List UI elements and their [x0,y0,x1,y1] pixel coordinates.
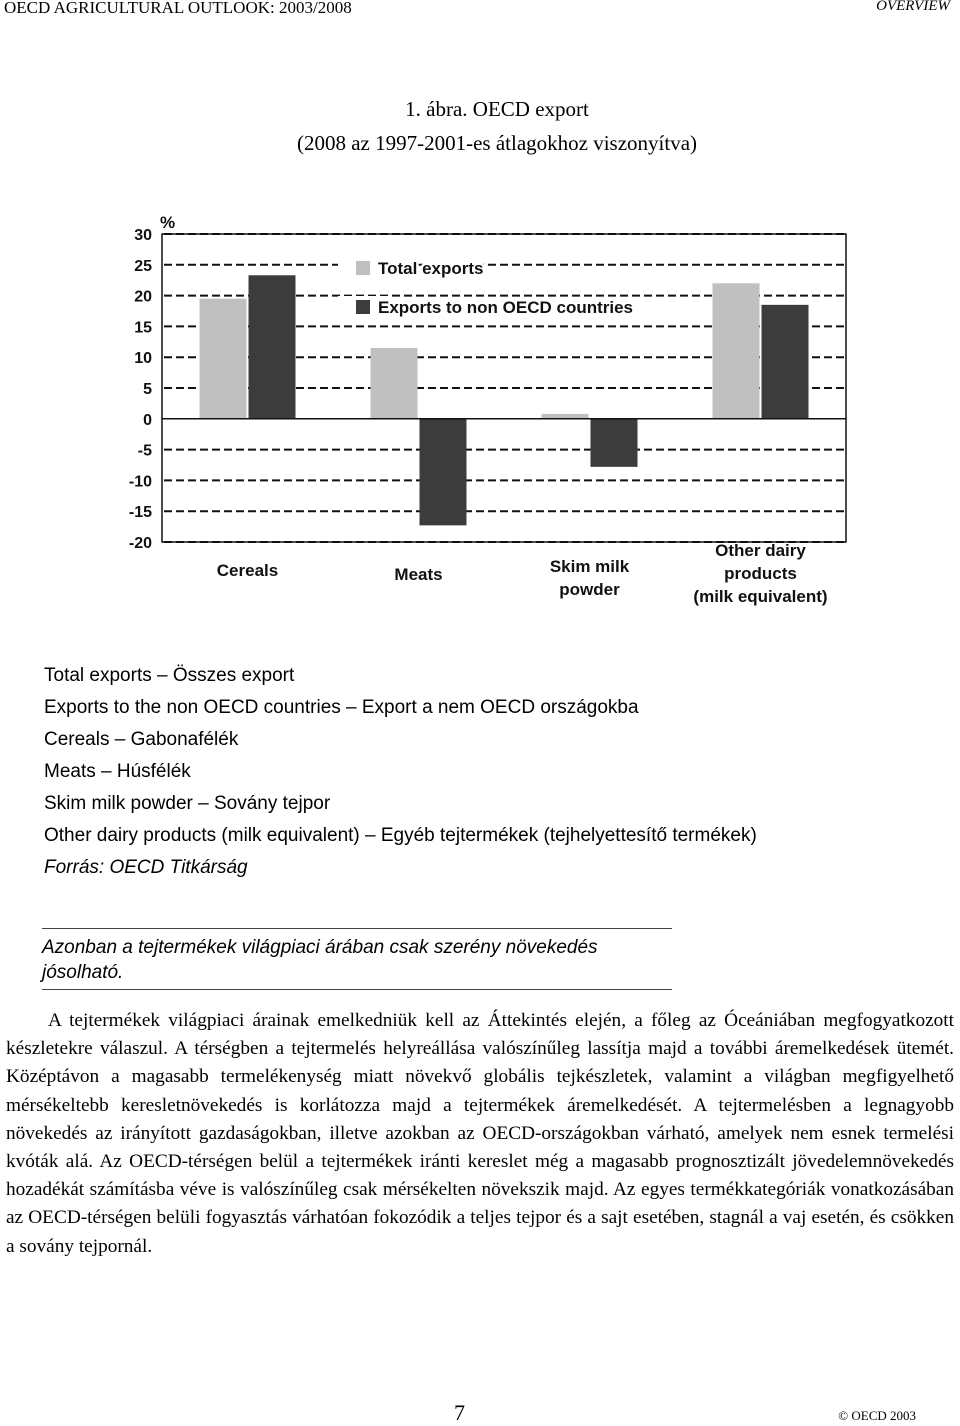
copyright: © OECD 2003 [838,1408,916,1423]
total-exports-bar [371,348,418,419]
y-tick-label: -20 [128,535,152,552]
glossary-item: Total exports – Összes export [44,665,295,686]
running-title: OECD AGRICULTURAL OUTLOOK: 2003/2008 [4,0,352,17]
legend-swatch-non-oecd [356,300,370,314]
y-tick-label: 10 [134,350,152,368]
page-number: 7 [454,1400,465,1425]
y-tick-label: 15 [134,319,152,337]
page-header [0,0,960,20]
glossary-item: Exports to the non OECD countries – Export a nem OECD országokba [44,697,639,718]
x-category-label: Meats [394,565,443,584]
x-category-label: Cereals [216,561,279,580]
pull-quote: Azonban a tejtermékek világpiaci árában csak szerény növekedés jósolható. [42,928,672,990]
non-oecd-exports-bar [420,419,467,526]
y-tick-label: -5 [137,442,152,460]
section-label: OVERVIEW [876,0,950,14]
glossary-item: Meats – Húsfélék [44,761,191,782]
y-tick-label: 25 [134,257,152,275]
y-tick-label: 0 [143,411,152,429]
non-oecd-exports-bar [249,275,296,419]
non-oecd-exports-bar [762,305,809,419]
non-oecd-exports-bar [591,419,638,467]
glossary [44,662,757,886]
x-category-label: Skim milk [549,557,630,576]
x-category-label: Other dairy [715,541,806,560]
y-tick-label: 30 [134,227,152,244]
source-note: Forrás: OECD Titkárság [44,857,248,878]
y-axis-unit: % [160,213,176,232]
glossary-item: Skim milk powder – Sovány tejpor [44,793,331,814]
legend-label: Exports to non OECD countries [378,298,634,317]
legend-label: Total exports [378,259,484,278]
x-category-label: (milk equivalent) [693,587,828,606]
figure-subtitle: (2008 az 1997-2001-es átlagokhoz viszonyítva) [296,131,698,155]
x-category-label: products [724,564,797,583]
export-bar-chart [0,190,960,630]
legend-swatch-total [356,261,370,275]
y-tick-label: -10 [128,473,152,491]
total-exports-bar [713,283,760,419]
y-tick-label: 20 [134,288,152,306]
x-category-label: powder [559,580,620,599]
y-tick-label: 5 [143,381,152,398]
figure-title: 1. ábra. OECD export [405,97,589,121]
glossary-item: Other dairy products (milk equivalent) – Egyéb tejtermékek (tejhelyettesítő termékek) [44,825,757,846]
y-tick-label: -15 [128,504,152,522]
body-paragraph: A tejtermékek világpiaci árainak emelkedniük kell az Áttekintés elején, a főleg az Óceániában megfogyatkozott készletekre válaszul. A térségben a tejtermelés helyreállása valószínűleg lassítja majd a további áremelkedések ütemét. Középtávon a magasabb termelékenység miatt növekvő globális tejkészletek, valamint a világban megfigyelhető mérsékeltebb keresletnövekedés is korlátozza majd a tejtermékek áremelkedését. A tejtermelésben a legnagyobb növekedés az irányított gazdaságokban, illetve azokban az OECD-országokban várható, amelyek nem esnek termelési kvóták alá. Az OECD-térségen belül a tejtermékek iránti kereslet még a magasabb prognosztizált jövedelemnövekedés hozadékát számításba véve is valószínűleg csak mérsékelten növekszik majd. Az egyes termékkategóriák vonatkozásában az OECD-térségen belüli fogyasztás várhatóan fokozódik a teljes tejpor és a sajt esetében, stagnál a vaj esetén, és csökken a sovány tejpornál. [6,1010,954,1257]
total-exports-bar [200,299,247,419]
glossary-item: Cereals – Gabonafélék [44,729,239,750]
